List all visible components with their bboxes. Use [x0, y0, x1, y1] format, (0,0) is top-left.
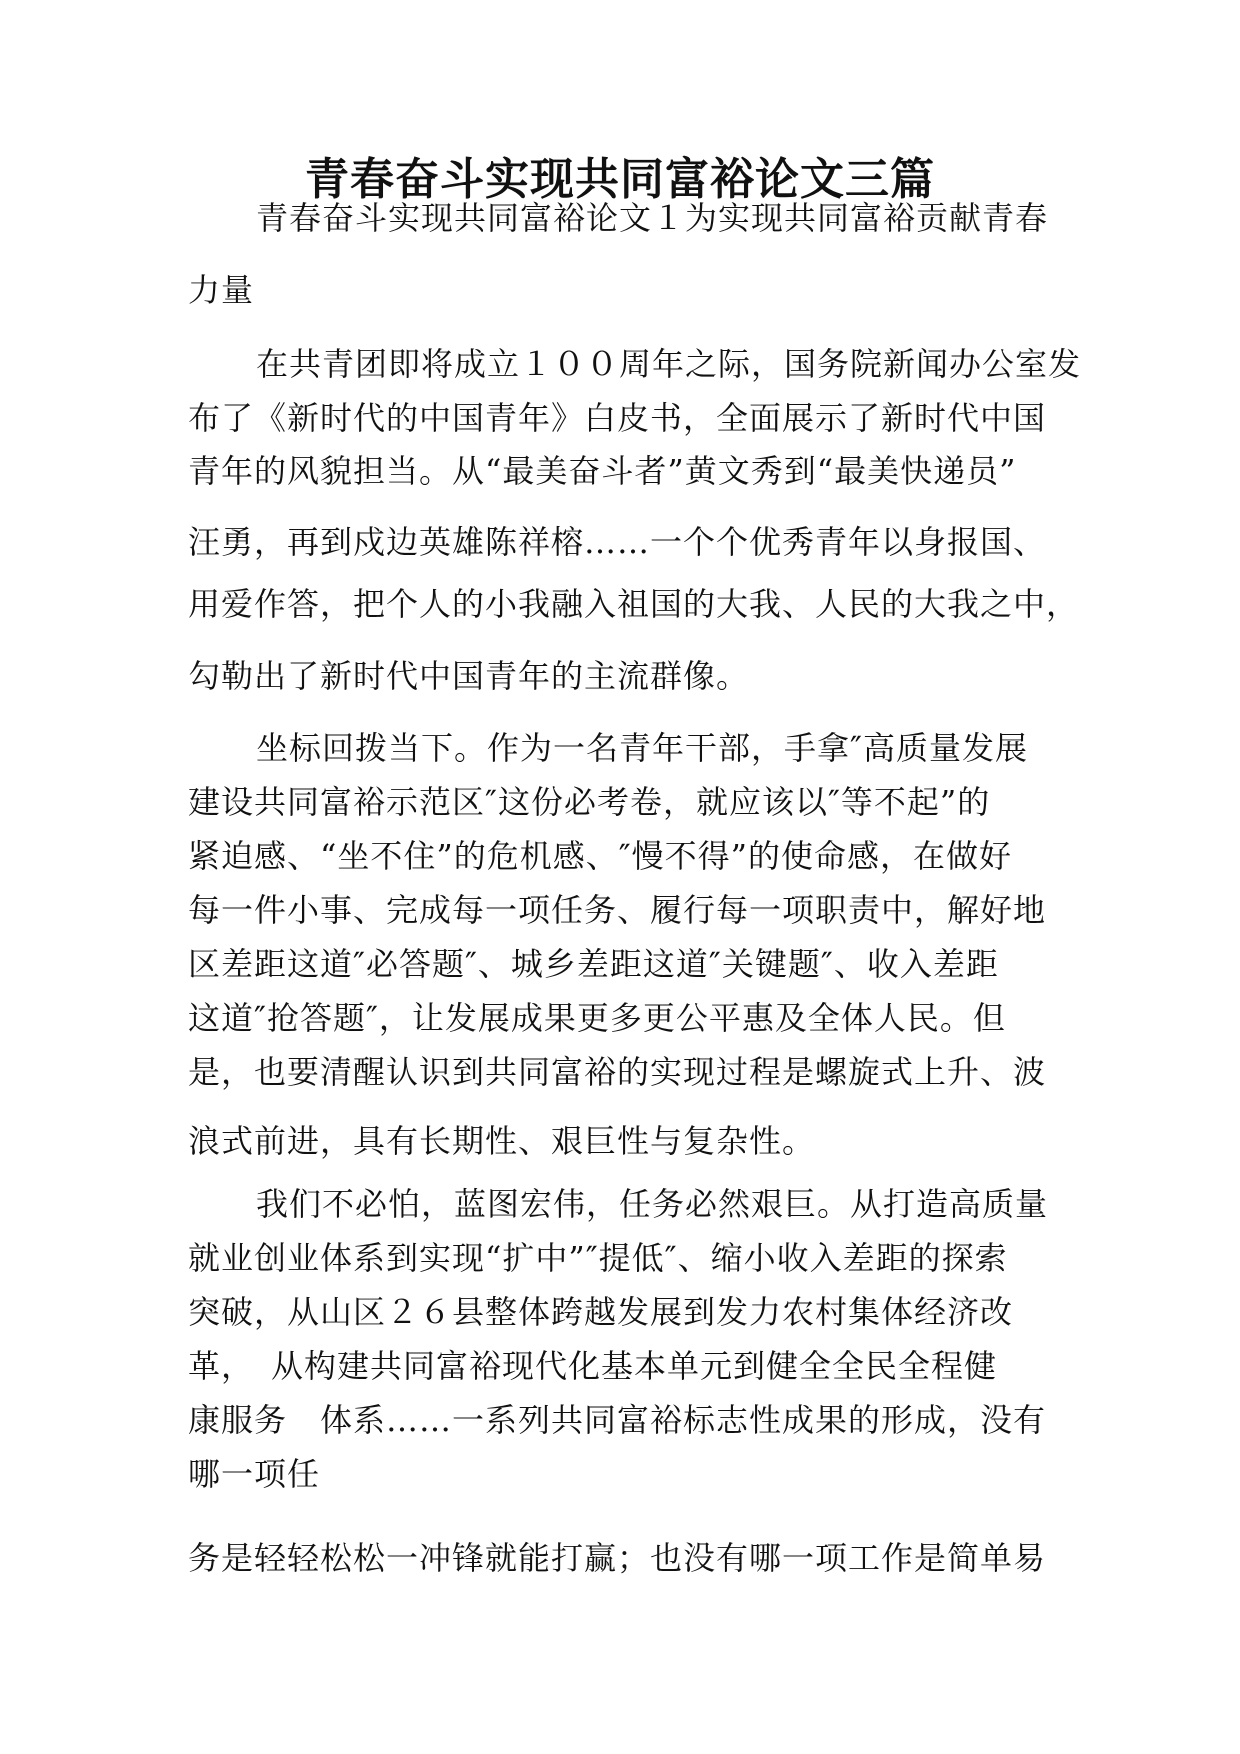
text-line: 务是轻轻松松一冲锋就能打赢；也没有哪一项工作是简单易	[188, 1539, 1047, 1577]
text-line: 青年的风貌担当。从“最美奋斗者”黄文秀到“最美快递员”	[188, 452, 1017, 490]
text-line: 紧迫感、“坐不住”的危机感、″慢不得”的使命感，在做好	[188, 837, 1013, 875]
text-line: 青春奋斗实现共同富裕论文１为实现共同富裕贡献青春	[256, 199, 1049, 237]
text-line: 勾勒出了新时代中国青年的主流群像。	[188, 657, 750, 695]
text-line: 力量	[188, 271, 255, 309]
text-line: 这道″抢答题″，让发展成果更多更公平惠及全体人民。但	[188, 999, 1006, 1037]
text-line: 汪勇，再到戍边英雄陈祥榕……一个个优秀青年以身报国、	[188, 523, 1047, 561]
text-line: 浪式前进，具有长期性、艰巨性与复杂性。	[188, 1122, 816, 1160]
text-line: 我们不必怕，蓝图宏伟，任务必然艰巨。从打造高质量	[256, 1185, 1049, 1223]
text-line: 是，也要清醒认识到共同富裕的实现过程是螺旋式上升、波	[188, 1053, 1047, 1091]
text-line: 突破，从山区２６县整体跨越发展到发力农村集体经济改	[188, 1293, 1014, 1331]
text-line: 就业创业体系到实现“扩中”″提低″、缩小收入差距的探索	[188, 1239, 1008, 1277]
document-title: 青春奋斗实现共同富裕论文三篇	[305, 154, 935, 205]
text-line: 区差距这道″必答题″、城乡差距这道″关键题″、收入差距	[188, 945, 999, 983]
text-line: 建设共同富裕示范区″这份必考卷，就应该以″等不起”的	[188, 783, 991, 821]
text-line: 革， 从构建共同富裕现代化基本单元到健全全民全程健	[188, 1347, 998, 1385]
text-line: 坐标回拨当下。作为一名青年干部，手拿″高质量发展	[256, 729, 1028, 767]
text-line: 每一件小事、完成每一项任务、履行每一项职责中，解好地	[188, 891, 1047, 929]
text-line: 布了《新时代的中国青年》白皮书，全面展示了新时代中国	[188, 399, 1047, 437]
text-line: 康服务 体系……一系列共同富裕标志性成果的形成，没有	[188, 1401, 1047, 1439]
text-line: 用爱作答，把个人的小我融入祖国的大我、人民的大我之中，	[188, 585, 1080, 623]
text-line: 哪一项任	[188, 1455, 321, 1493]
text-line: 在共青团即将成立１００周年之际，国务院新闻办公室发	[256, 345, 1082, 383]
